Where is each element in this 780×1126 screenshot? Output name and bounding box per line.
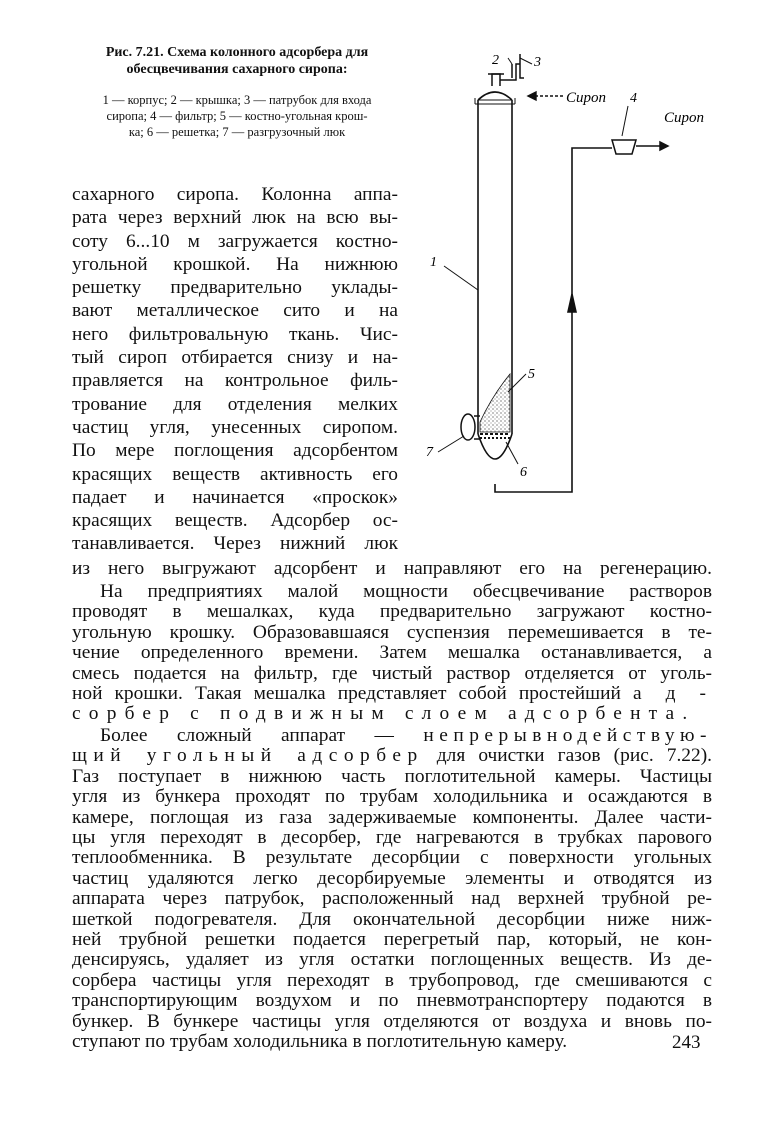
text-segment: Более сложный аппарат — [100,725,394,746]
text-line: сорбера частицы угля переходят в трубопровод, где смешиваются с [72,969,712,991]
text-line: денсируясь, удаляет из угля остатки поглощенных веществ. Из де- [72,949,712,971]
paragraph-3 [72,726,712,1053]
figure-legend-line: ка; 6 — решетка; 7 — разгрузочный люк [128,125,346,139]
spaced-term: щий угольный адсорбер [72,745,424,767]
text-line: тый сироп отбирается снизу и на- [72,347,398,369]
paragraph-2 [72,582,712,725]
text-line: красящих веществ активность его [72,463,398,485]
text-line: По мере поглощения адсорбентом [72,440,398,462]
text-line: частиц угля, унесенных сиропом. [72,416,398,438]
text-line: соту 6...10 м загружается костно- [72,230,398,252]
text-segment: для очистки газов (рис. 7.22). [436,745,713,767]
text-line: трование для отделения мелких [72,393,398,415]
text-line: ступают по трубам холодильника в поглотительную камеру. [72,1031,568,1053]
spaced-term: непрерывнодействую- [423,725,712,746]
text-line: цы угля переходят в десорбер, где нагреваются в трубках парового [72,827,712,849]
text-line: смесь подается на фильтр, где чистый раствор отделяется от уголь- [72,662,712,684]
text-line: аппарата через патрубок, расположенный над верхней трубной ре- [72,888,712,910]
text-line: Газ поступает в нижнюю часть поглотительной камеры. Частицы [72,765,712,787]
text-line: него фильтровальную ткань. Чис- [72,323,398,345]
text-line: решетку предварительно уклады- [72,277,398,299]
text-line [72,746,712,766]
figure-caption-title: Рис. 7.21. Схема колонного адсорбера для обесцвечивания сахарного сиропа: [105,45,369,77]
label-syrup-in: Сироп [566,90,607,106]
text-segment: ной крошки. Такая мешалка представляет собой простейший [72,683,621,705]
label-3: 3 [534,55,541,70]
text-line [72,684,712,704]
label-5: 5 [528,367,535,382]
adsorber-diagram [408,44,728,504]
text-line: вают металлическое сито и на [72,300,398,322]
adsorber-diagram-svg [408,44,728,504]
filter [612,140,668,154]
grate [480,434,510,438]
label-syrup-out: Сироп [664,110,705,126]
leader-lines [438,58,628,464]
text-line: На предприятиях малой мощности обесцвечивание растворов [100,581,712,602]
syrup-inlet-arrow [528,92,563,100]
text-line: камере, поглощая из газа задерживаемые компоненты. Далее части- [72,806,712,828]
label-7: 7 [426,445,433,460]
text-line: правляется на контрольное филь- [72,370,398,392]
text-line: частиц удаляются легко десорбируемые элементы и отводятся из [72,867,712,889]
text-line: падает и начинается «проскок» [72,486,398,508]
figure-legend [66,92,408,140]
text-line: сахарного сиропа. Колонна аппа- [72,184,398,205]
label-6: 6 [520,465,527,480]
coal-filling [480,374,510,432]
text-line: транспортирующим воздухом и по пневмотранспортеру подаются в [72,990,712,1012]
text-line: угля из бункера проходят по трубам холодильника и осаждаются в [72,786,712,808]
spaced-term: а д - [632,683,712,705]
figure-caption [66,44,408,78]
figure-legend-line: сиропа; 4 — фильтр; 5 — костно-угольная крош- [106,109,368,123]
text-line: танавливается. Через нижний люк [72,533,398,555]
text-line: угольной крошкой. На нижнюю [72,253,398,275]
text-line: чение определенного времени. Затем мешалка останавливается, а [72,642,712,664]
figure-legend-line: 1 — корпус; 2 — крышка; 3 — патрубок для входа [102,93,372,107]
text-line: ней трубной решетки подается перегретый пар, который, не кон- [72,929,712,951]
text-line: сорбер с подвижным слоем адсорбента. [72,703,696,725]
text-line: бункер. В бункере частицы угля отделяются от воздуха и вновь по- [72,1010,712,1032]
label-1: 1 [430,255,437,270]
text-line: шеткой подогревателя. Для окончательной десорбции ниже ниж- [72,908,712,930]
page-number: 243 [672,1032,701,1053]
label-4: 4 [630,91,637,106]
label-2: 2 [492,53,499,68]
text-line: угольную крошку. Образовавшаяся суспензия перемешивается в те- [72,621,712,643]
paragraph-1-end [72,558,712,580]
text-line: теплообменника. В результате десорбции с поверхности угольных [72,847,712,869]
text-line [72,726,712,746]
text-line: проводят в мешалках, куда предварительно загружают костно- [72,601,712,623]
text-line: красящих веществ. Адсорбер ос- [72,510,398,532]
text-line: из него выгружают адсорбент и направляют его на регенерацию. [72,558,712,579]
column-paragraph [72,183,398,556]
text-line: рата через верхний люк на всю вы- [72,207,398,229]
